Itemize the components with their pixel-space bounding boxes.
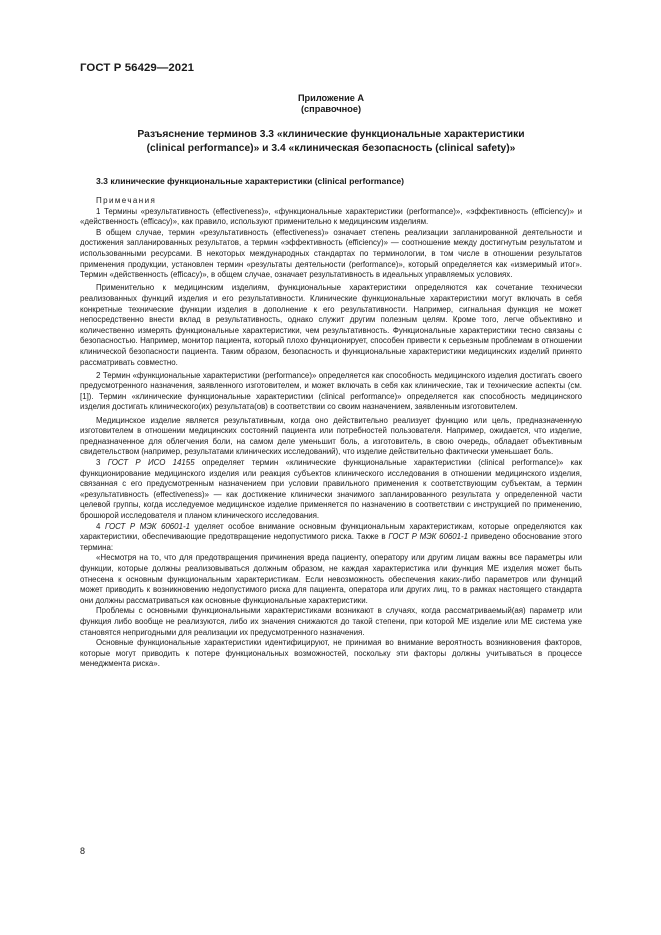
- appendix-title: [80, 128, 582, 155]
- notes-label: Примечания: [96, 196, 157, 205]
- quote-paragraph-3: Основные функциональные характеристики идентифицируют, не принимая во внимание вероятность возникновения факторов, которые могут приводить к потере функциональных возможностей, поскольку эти факторы должны учитываться в процессе менеджмента риска».: [80, 638, 582, 669]
- paragraph-7-end: приведено обоснование этого термина:: [80, 532, 583, 552]
- quote-paragraph-1: «Несмотря на то, что для предотвращения причинения вреда пациенту, оператору или другим лицам важны все параметры или функции, которые должны реализовываться должным образом, не каждая характеристика или функция МЕ изделия может быть отнесена к основным функциональным характеристикам. Если невозможность обеспечения каких-либо параметров или функций может приводить к возникновению недопустимого риска для пациента, оператора или других лиц, то в рамках настоящего стандарта они должны рассматриваться как основные функциональные характеристики.: [80, 553, 582, 605]
- body-text: [80, 196, 582, 670]
- appendix-title-line2: (clinical performance)» и 3.4 «клиническая безопасность (clinical safety)»: [146, 142, 516, 154]
- reference-iso-14155: ГОСТ Р ИСО 14155: [107, 458, 195, 468]
- paragraph-6-text: определяет термин «клинические функциональные характеристики (clinical performance)» как функционирование медицинского изделия или реакция субъектов клинического исследования в отношении медицинского изделия, связанная с его предусмотренным назначением при условии правильного применения к соответствующим субъектам, а термин «результативность (effectiveness)» — как достижение клинически значимого запланированного результата у определенной части целевой группы, когда исследуемое медицинское изделие применяется по назначению в соответствии с инструкцией по применению, брошюрой исследователя и планом клинического исследования.: [80, 458, 582, 520]
- note-number-4: 4: [96, 521, 101, 531]
- reference-iec-60601-1-second: ГОСТ Р МЭК 60601-1: [388, 532, 469, 542]
- section-heading: 3.3 клинические функциональные характеристики (clinical performance): [96, 176, 405, 186]
- paragraph-1: 1 Термины «результативность (effectiveness)», «функциональные характеристики (performance)», «эффективность (efficiency)» и «действенность (efficacy)», как правило, используют применительно к медицинским изделиям.: [80, 206, 582, 227]
- standard-header: ГОСТ Р 56429—2021: [80, 62, 195, 74]
- appendix-type: (справочное): [300, 104, 361, 114]
- page-number: 8: [80, 846, 86, 856]
- paragraph-5: Медицинское изделие является результативным, когда оно действительно реализует функцию или цель, предназначенную изготовителем в отношении медицинских состояний пациента или потребностей пользователя. Например, ожидается, что изделие, предназначенное для облегчения боли, на самом деле уменьшит боль, а изготовитель, в свою очередь, обладает объективным свидетельством (например, результатами клинических исследований), что изделие действительно фактически уменьшает боль.: [80, 415, 582, 457]
- paragraph-7-text: уделяет особое внимание основным функциональным характеристикам, которые определяются как характеристики, обеспечивающие предотвращение недопустимого риска. Также в: [80, 521, 582, 542]
- note-number-3: 3: [96, 458, 101, 468]
- paragraph-6: [80, 458, 582, 522]
- paragraph-4: 2 Термин «функциональные характеристики (performance)» определяется как способность медицинского изделия достигать своего предусмотренного назначения, заявленного изготовителем, и может включать в себя как клинические, так и технические аспекты (см. [1]). Термин «клинические функциональные характеристики (clinical performance)» определяется как способность медицинского изделия достигать клинического(их) результата(ов) в соответствии со своим назначением, заявленным изготовителем.: [80, 370, 582, 412]
- paragraph-2: В общем случае, термин «результативность (effectiveness)» означает степень реализации запланированной деятельности и достижения запланированных результатов, а термин «эффективность (efficiency)» — соотношение между достигнутым результатом и использованными ресурсами. В некоторых международных стандартах по терминологии, в том числе в отношении результатов применения продукции, установлен термин «результаты деятельности (performance)», который определяется как «измеримый итог». Термин «действенность (efficacy)», в общем случае, означает результативность в идеальных управляемых условиях.: [80, 227, 582, 280]
- reference-iec-60601-1: ГОСТ Р МЭК 60601-1: [104, 521, 190, 531]
- paragraph-7: [80, 522, 582, 554]
- paragraph-3: Применительно к медицинским изделиям, функциональные характеристики определяются как сочетание технически реализованных функций изделия и его результативности. Клинические функциональные характеристики могут включать в себя конкретные технические функции изделия в дополнение к его результативности. Например, сигнальная функция не может непосредственно внести вклад в результативность, однако служит другим полезным целям. Кроме того, легче объективно и количественно измерять функциональные характеристики, чем результативность. Функциональные характеристики тесно связаны с безопасностью. Например, монитор пациента, который плохо функционирует, способен привести к серьезным проблемам в отношении клинической безопасности пациента. Таким образом, безопасность и функциональные характеристики медицинских изделий принято рассматривать совместно.: [80, 283, 582, 367]
- appendix-title-line1: Разъяснение терминов 3.3 «клинические функциональные характеристики: [137, 129, 525, 140]
- appendix-label: Приложение А: [297, 93, 365, 103]
- quote-paragraph-2: Проблемы с основными функциональными характеристиками возникают в случаях, когда рассматриваемый(ая) параметр или функция либо вообще не реализуются, либо их значения снижаются до такой степени, при которой МЕ изделие или МЕ система уже становятся непригодными для реализации их предусмотренного назначения.: [80, 606, 582, 637]
